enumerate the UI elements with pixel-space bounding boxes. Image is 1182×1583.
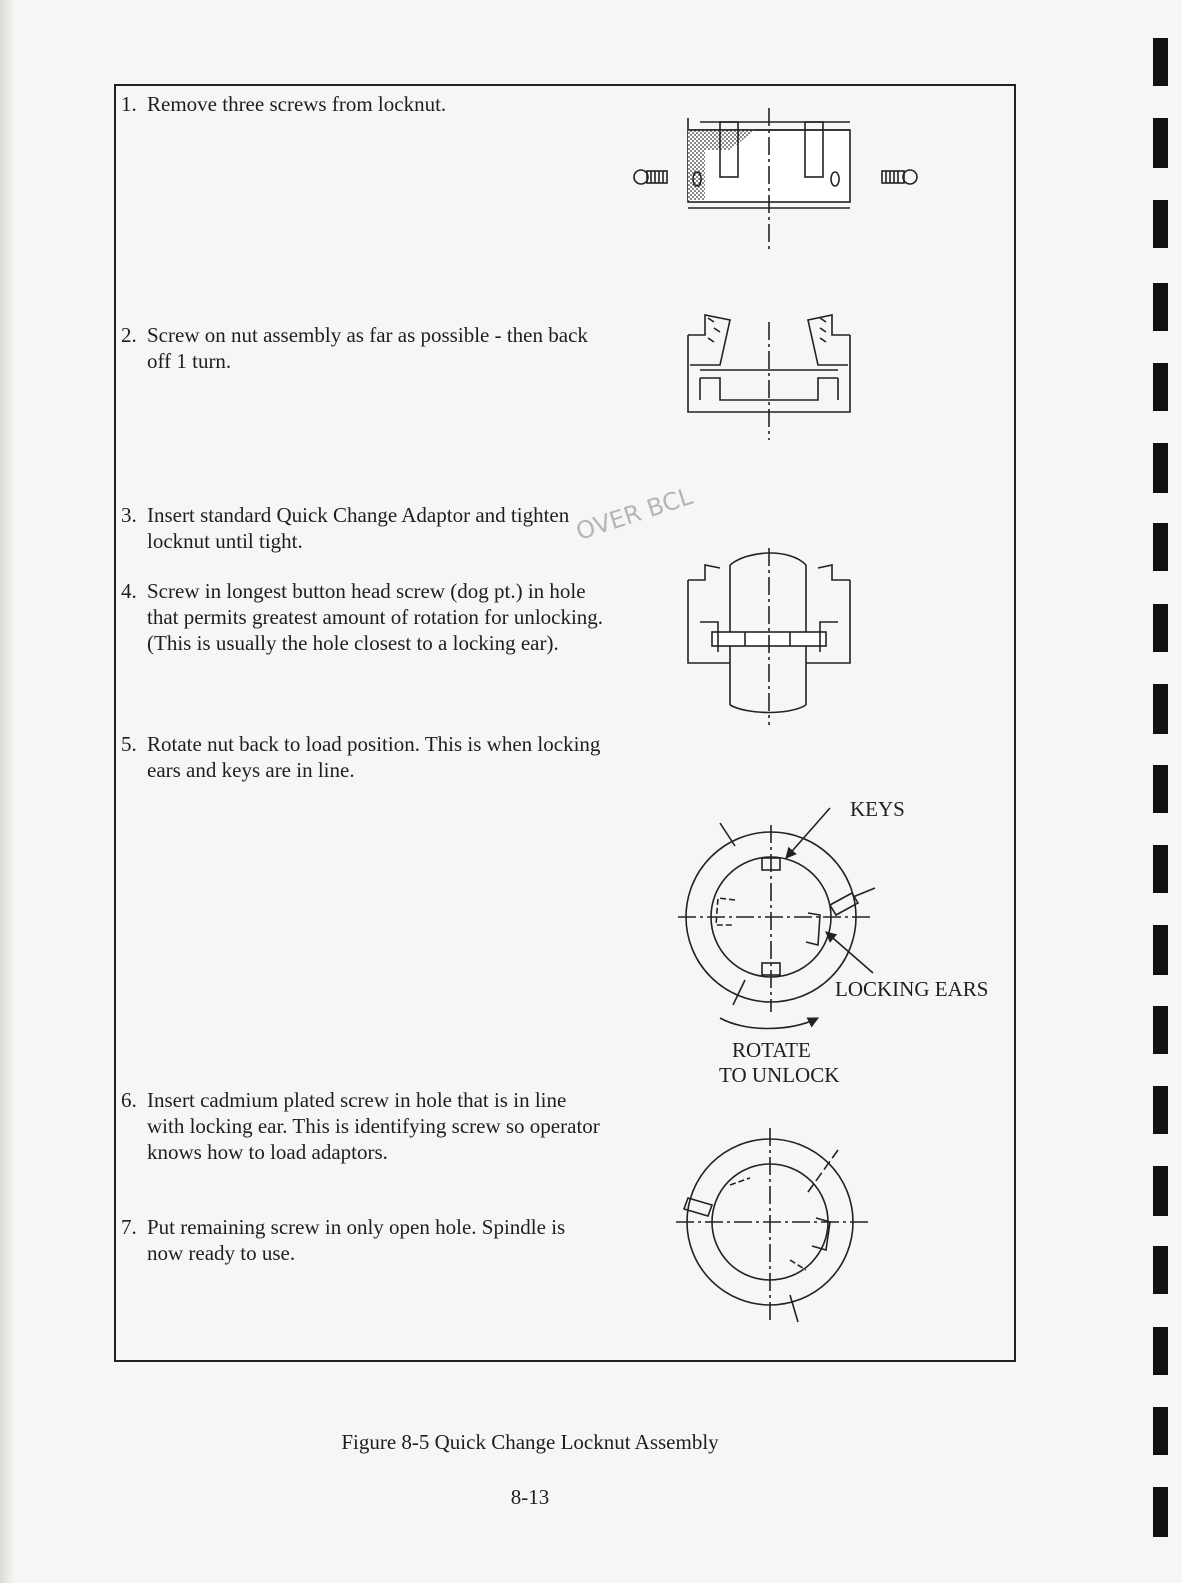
to-unlock-label: TO UNLOCK bbox=[719, 1063, 840, 1087]
rotate-label: ROTATE bbox=[732, 1038, 811, 1062]
step-number: 3. bbox=[121, 503, 137, 527]
step-number: 6. bbox=[121, 1088, 137, 1112]
step-text: Screw on nut assembly as far as possible - then back bbox=[147, 323, 588, 347]
step-text: (This is usually the hole closest to a locking ear). bbox=[147, 631, 559, 655]
step-text: Rotate nut back to load position. This is when locking bbox=[147, 732, 601, 756]
step-text: Put remaining screw in only open hole. Spindle is bbox=[147, 1215, 566, 1239]
keys-label: KEYS bbox=[850, 797, 905, 821]
step-text: Remove three screws from locknut. bbox=[147, 92, 447, 116]
nut-assembly-figure bbox=[688, 315, 850, 440]
step-text: with locking ear. This is identifying screw so operator bbox=[147, 1114, 600, 1138]
step-text: Insert cadmium plated screw in hole that is in line bbox=[147, 1088, 567, 1112]
step-text: off 1 turn. bbox=[147, 349, 232, 373]
handwritten-note: OVER BCL bbox=[572, 482, 696, 546]
step-text: knows how to load adaptors. bbox=[147, 1140, 388, 1164]
step-text: locknut until tight. bbox=[147, 529, 303, 553]
locknut-screws-figure bbox=[634, 108, 917, 250]
step-text: that permits greatest amount of rotation for unlocking. bbox=[147, 605, 604, 629]
step-number: 2. bbox=[121, 323, 137, 347]
adaptor-inserted-figure bbox=[688, 548, 850, 725]
step-number: 4. bbox=[121, 579, 137, 603]
step-text: Screw in longest button head screw (dog pt.) in hole bbox=[147, 579, 586, 603]
step-number: 7. bbox=[121, 1215, 137, 1239]
step-text: ears and keys are in line. bbox=[147, 758, 355, 782]
figure-caption: Figure 8-5 Quick Change Locknut Assembly bbox=[341, 1430, 719, 1454]
step-number: 1. bbox=[121, 92, 137, 116]
step-text: now ready to use. bbox=[147, 1241, 296, 1265]
locking-ears-label: LOCKING EARS bbox=[835, 977, 989, 1001]
step-number: 5. bbox=[121, 732, 137, 756]
step-text: Insert standard Quick Change Adaptor and tighten bbox=[147, 503, 570, 527]
ready-ring-figure bbox=[676, 1128, 872, 1322]
page-number: 8-13 bbox=[510, 1485, 550, 1509]
